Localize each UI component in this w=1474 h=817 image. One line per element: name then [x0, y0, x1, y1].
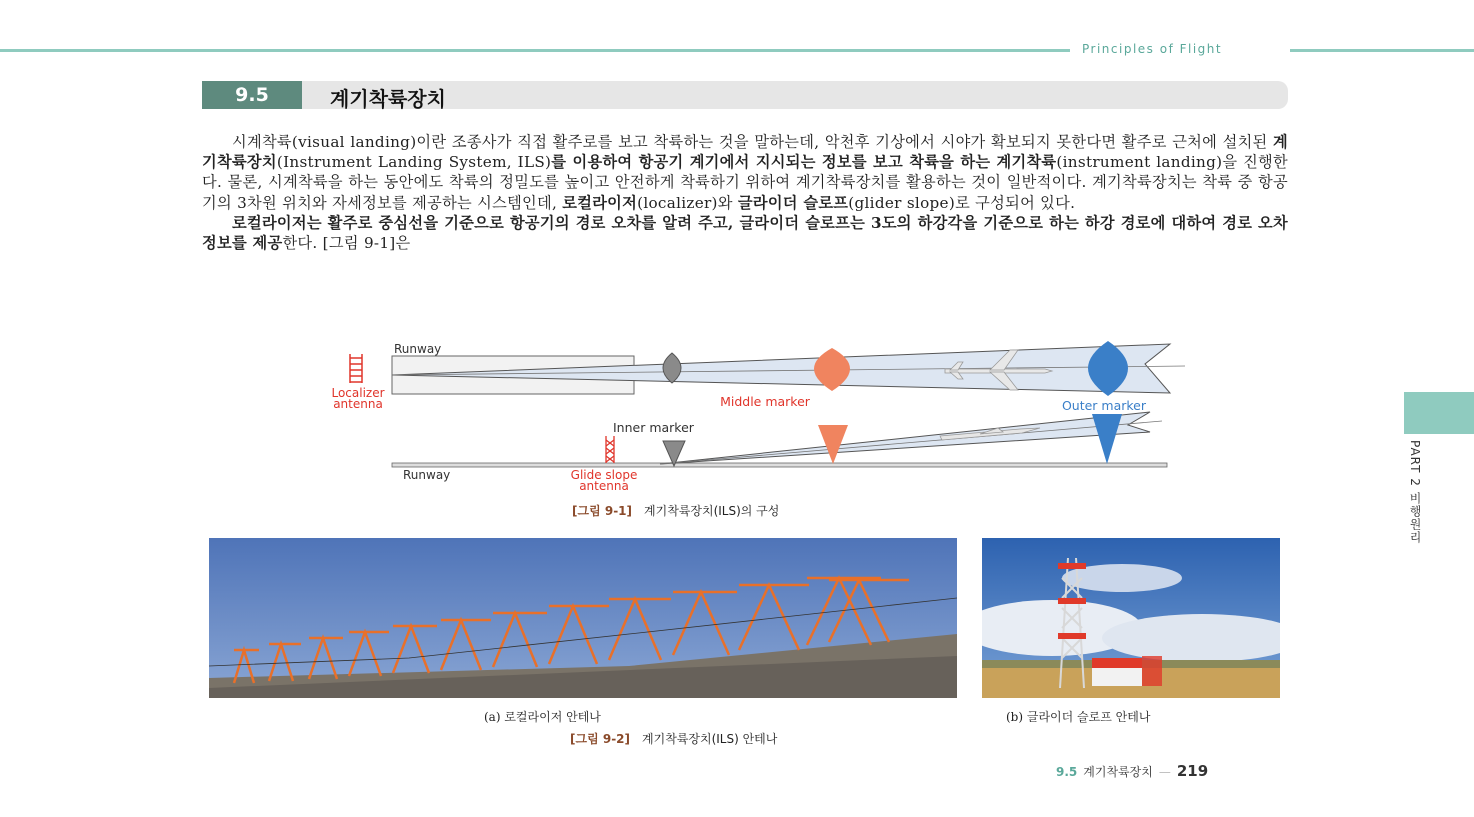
glide-slope-beam — [660, 412, 1150, 464]
glide-slope-label: Glide slope — [570, 468, 638, 482]
header-rule-right — [1290, 49, 1474, 52]
footer-section-number: 9.5 — [1056, 765, 1078, 779]
localizer-label: Localizer — [331, 386, 385, 400]
header-rule — [0, 49, 1070, 52]
glide-path-line — [660, 421, 1162, 464]
photo-a-caption: (a) 로컬라이저 안테나 — [484, 710, 601, 724]
inner-marker-label: Inner marker — [613, 420, 694, 435]
outer-marker-label: Outer marker — [1061, 398, 1147, 413]
section-number: 9.5 — [202, 81, 302, 109]
figure-1-number: [그림 9-1] — [572, 504, 633, 518]
figure-2-caption — [570, 730, 777, 747]
glide-slope-label-2: antenna — [579, 479, 629, 493]
page-number: 219 — [1176, 762, 1209, 780]
figure-1-title: 계기착륙장치(ILS)의 구성 — [644, 504, 780, 518]
localizer-antenna-photo — [209, 538, 957, 698]
paragraph-1: 시계착륙(visual landing)이란 조종사가 직접 활주로를 보고 착륙하는 것을 말하는데, 악천후 기상에서 시야가 확보되지 못한다면 활주로 근처에 설치된 계기착륙장치(Instrument Landing System, ILS)를 이용하여 항공기 계기에서 지시되는 정보를 보고 착륙을 하는 계기착륙(instrument landing)을 진행한다. 물론, 시계착륙을 하는 동안에도 착륙의 정밀도를 높이고 안전하게 착륙하기 위하여 계기착륙장치를 활용하는 것이 일반적이다. 계기착륙장치는 착륙 중 항공기의 3차원 위치와 자세정보를 제공하는 시스템인데, 로컬라이저(localizer)와 글라이더 슬로프(glider slope)로 구성되어 있다. — [202, 133, 1288, 212]
figure-2-title: 계기착륙장치(ILS) 안테나 — [642, 732, 778, 746]
runway-top-label: Runway — [394, 342, 442, 356]
localizer-label-2: antenna — [333, 397, 383, 411]
photo-b-caption: (b) 글라이더 슬로프 안테나 — [1006, 710, 1151, 724]
body-text — [202, 132, 1288, 253]
runway-side-view — [392, 463, 1167, 467]
paragraph-2: 로컬라이저는 활주로 중심선을 기준으로 항공기의 경로 오차를 알려 주고, 글라이더 슬로프는 3도의 하강각을 기준으로 하는 하강 경로에 대하여 경로 오차정보를 제공한다. [그림 9-1]은 — [202, 213, 1288, 253]
runway-bottom-label: Runway — [403, 468, 451, 482]
figure-1-caption — [572, 502, 779, 519]
side-part-label: PART 2 비행원리 — [1408, 440, 1422, 544]
page-footer — [1056, 762, 1208, 780]
figure-2-number: [그림 9-2] — [570, 732, 631, 746]
section-title: 계기착륙장치 — [330, 87, 446, 111]
footer-dash: — — [1158, 765, 1171, 779]
glide-slope-antenna-icon — [606, 436, 614, 463]
glide-slope-antenna-photo — [982, 538, 1280, 698]
ils-diagram — [300, 336, 1200, 496]
side-tab — [1404, 392, 1474, 434]
running-head: Principles of Flight — [1082, 42, 1223, 56]
outer-marker-beam — [1092, 414, 1122, 464]
middle-marker-label: Middle marker — [720, 394, 810, 409]
localizer-antenna-icon — [350, 354, 362, 383]
footer-section-title: 계기착륙장치 — [1083, 765, 1153, 779]
